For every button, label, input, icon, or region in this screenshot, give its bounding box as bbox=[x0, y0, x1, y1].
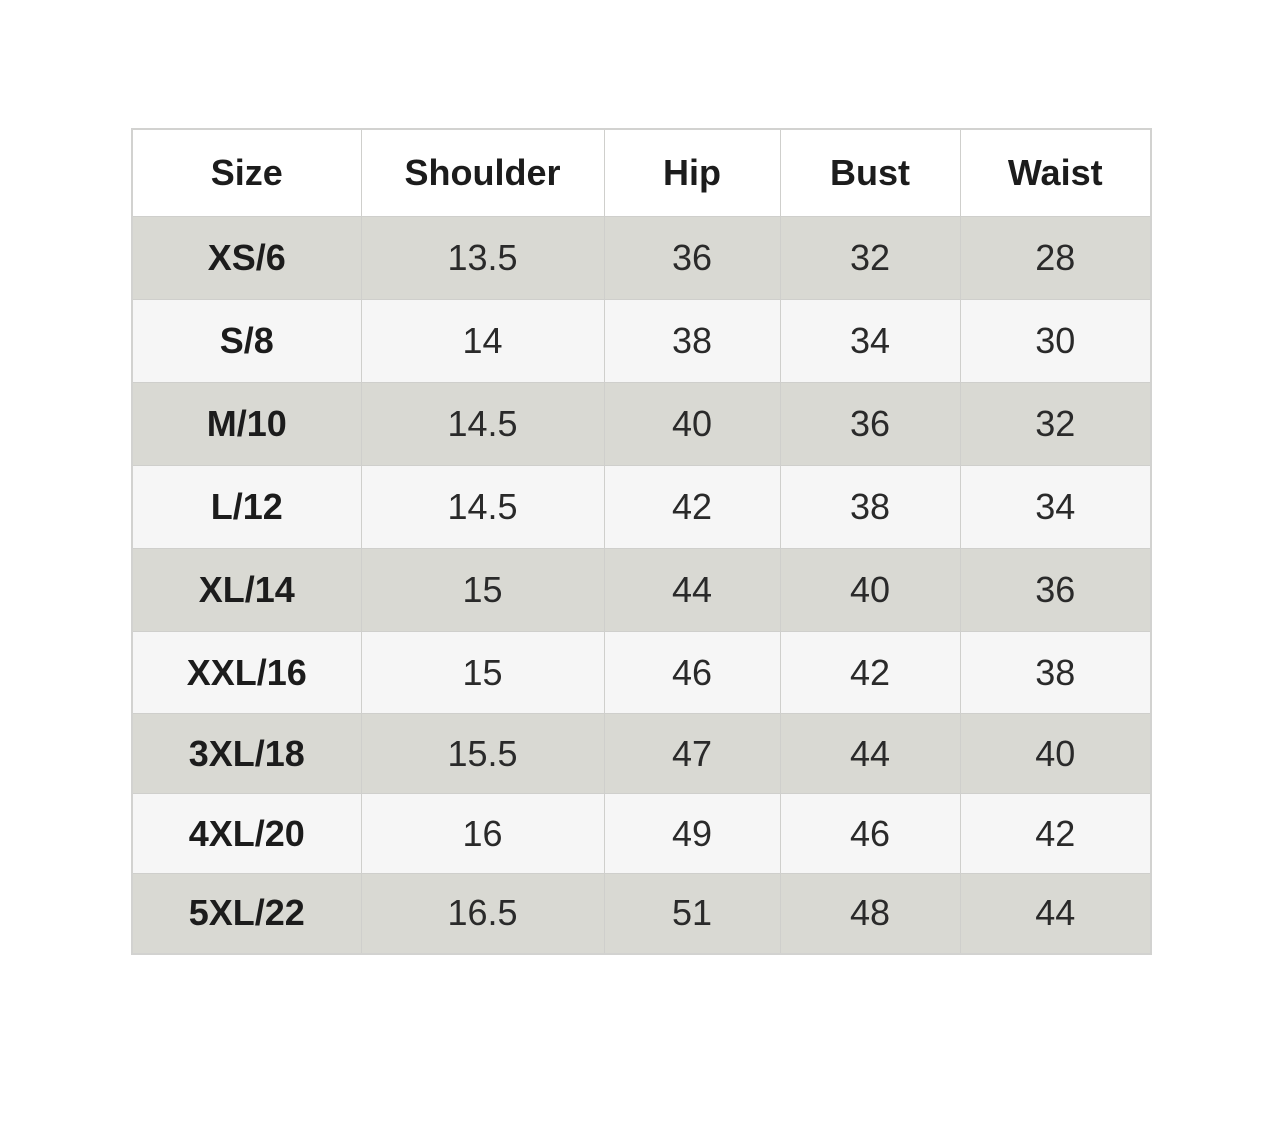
bust-cell: 44 bbox=[780, 714, 960, 794]
size-cell: XS/6 bbox=[132, 217, 361, 300]
table-row bbox=[132, 874, 1151, 954]
hip-cell: 38 bbox=[604, 300, 780, 383]
hip-cell: 47 bbox=[604, 714, 780, 794]
shoulder-cell: 14.5 bbox=[361, 466, 604, 549]
header-hip: Hip bbox=[604, 129, 780, 217]
shoulder-cell: 15 bbox=[361, 549, 604, 632]
table-row bbox=[132, 383, 1151, 466]
header-size: Size bbox=[132, 129, 361, 217]
waist-cell: 38 bbox=[960, 632, 1151, 714]
header-shoulder: Shoulder bbox=[361, 129, 604, 217]
header-row bbox=[132, 129, 1151, 217]
size-cell: M/10 bbox=[132, 383, 361, 466]
hip-cell: 40 bbox=[604, 383, 780, 466]
waist-cell: 32 bbox=[960, 383, 1151, 466]
table-body bbox=[132, 217, 1151, 954]
header-waist: Waist bbox=[960, 129, 1151, 217]
waist-cell: 28 bbox=[960, 217, 1151, 300]
table-row bbox=[132, 714, 1151, 794]
waist-cell: 34 bbox=[960, 466, 1151, 549]
size-chart-table bbox=[131, 128, 1152, 955]
waist-cell: 42 bbox=[960, 794, 1151, 874]
table-row bbox=[132, 217, 1151, 300]
table-header bbox=[132, 129, 1151, 217]
waist-cell: 44 bbox=[960, 874, 1151, 954]
table-row bbox=[132, 549, 1151, 632]
table-row bbox=[132, 300, 1151, 383]
shoulder-cell: 16.5 bbox=[361, 874, 604, 954]
bust-cell: 48 bbox=[780, 874, 960, 954]
shoulder-cell: 15 bbox=[361, 632, 604, 714]
table-row bbox=[132, 632, 1151, 714]
waist-cell: 36 bbox=[960, 549, 1151, 632]
size-cell: XXL/16 bbox=[132, 632, 361, 714]
size-cell: 3XL/18 bbox=[132, 714, 361, 794]
header-bust: Bust bbox=[780, 129, 960, 217]
bust-cell: 46 bbox=[780, 794, 960, 874]
shoulder-cell: 16 bbox=[361, 794, 604, 874]
bust-cell: 38 bbox=[780, 466, 960, 549]
bust-cell: 32 bbox=[780, 217, 960, 300]
hip-cell: 44 bbox=[604, 549, 780, 632]
shoulder-cell: 15.5 bbox=[361, 714, 604, 794]
hip-cell: 51 bbox=[604, 874, 780, 954]
shoulder-cell: 14 bbox=[361, 300, 604, 383]
bust-cell: 36 bbox=[780, 383, 960, 466]
size-cell: S/8 bbox=[132, 300, 361, 383]
table-row bbox=[132, 794, 1151, 874]
waist-cell: 30 bbox=[960, 300, 1151, 383]
size-cell: 4XL/20 bbox=[132, 794, 361, 874]
shoulder-cell: 14.5 bbox=[361, 383, 604, 466]
hip-cell: 42 bbox=[604, 466, 780, 549]
bust-cell: 34 bbox=[780, 300, 960, 383]
hip-cell: 49 bbox=[604, 794, 780, 874]
waist-cell: 40 bbox=[960, 714, 1151, 794]
size-cell: L/12 bbox=[132, 466, 361, 549]
bust-cell: 42 bbox=[780, 632, 960, 714]
hip-cell: 36 bbox=[604, 217, 780, 300]
shoulder-cell: 13.5 bbox=[361, 217, 604, 300]
hip-cell: 46 bbox=[604, 632, 780, 714]
table-row bbox=[132, 466, 1151, 549]
size-cell: 5XL/22 bbox=[132, 874, 361, 954]
size-cell: XL/14 bbox=[132, 549, 361, 632]
bust-cell: 40 bbox=[780, 549, 960, 632]
